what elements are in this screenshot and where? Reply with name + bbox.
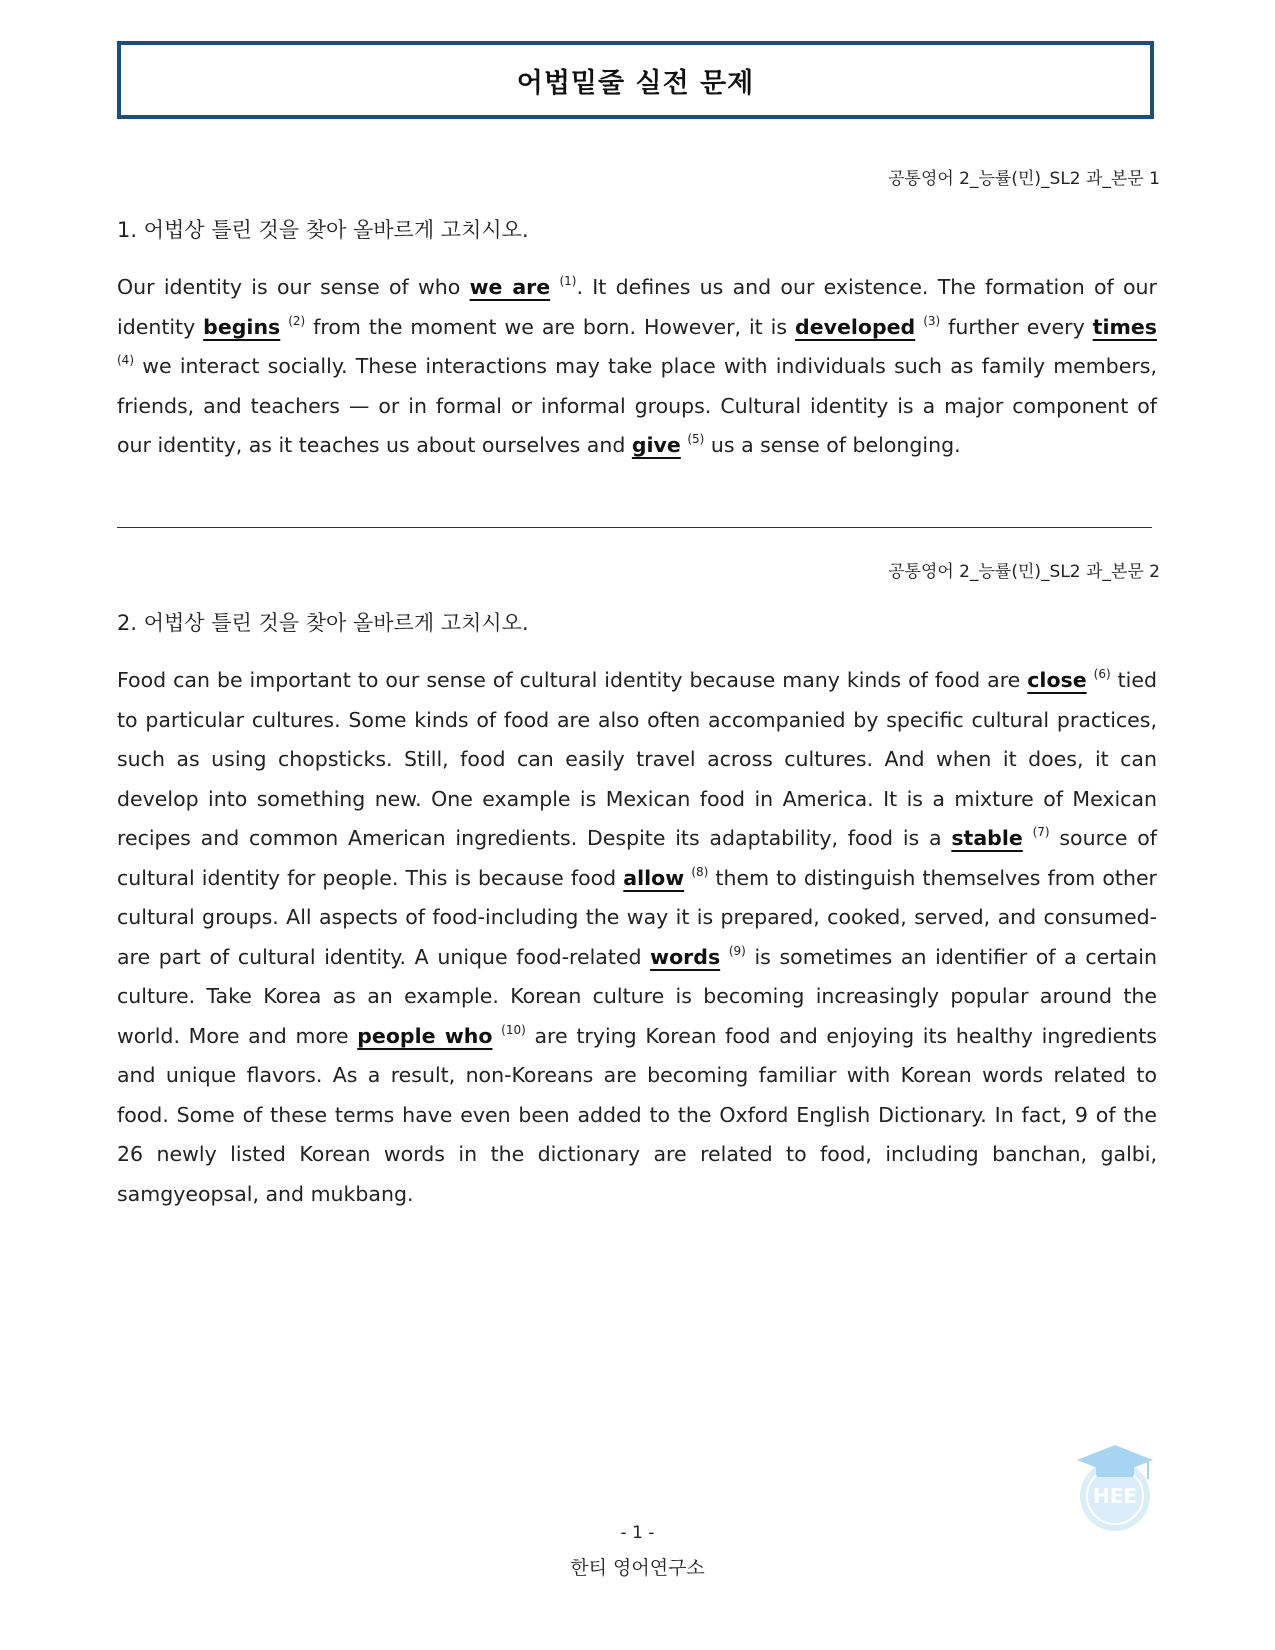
passage-text: them to distinguish themselves from other cultural groups. All aspects of food-including the way it is prepared, cooked, served, and consumed-are part of cultural identity. A unique food-related: [117, 865, 1157, 969]
passage-text: us a sense of belonging.: [704, 433, 961, 457]
passage-text: are trying Korean food and enjoying its healthy ingredients and unique flavors. As a result, non-Koreans are becoming familiar with Korean words related to food. Some of these terms have even been added to the Oxford English Dictionary. In fact, 9 of the 26 newly listed Korean words in the dictionary are related to food, including banchan, galbi, samgyeopsal, and mukbang.: [117, 1023, 1157, 1206]
page-title: 어법밑줄 실전 문제: [516, 67, 755, 99]
passage-text: Our identity is our sense of who: [117, 275, 470, 299]
item-number-1: (1): [559, 274, 577, 288]
item-number-10: (10): [501, 1022, 526, 1037]
underlined-item-9: words: [650, 944, 721, 969]
passage-text: tied to particular cultures. Some kinds of food are also often accompanied by specific cultural practices, such as using chopsticks. Still, food can easily travel across cultures. And when it does, it can develop into something new. One example is Mexican food in America. It is a mixture of Mexican recipes and common American ingredients. Despite its adaptability, food is a: [117, 668, 1157, 850]
item-number-7: (7): [1032, 825, 1050, 839]
underlined-item-1: we are: [469, 275, 551, 299]
underlined-item-5: give: [631, 433, 681, 457]
source-label-2: 공통영어 2_능률(민)_SL2 과_본문 2: [888, 562, 1160, 582]
passage-text: we interact socially. These interactions may take place with individuals such as family members, friends, and teachers — or in formal or informal groups. Cultural identity is a major component of our identity, as it teaches us about ourselves and: [117, 354, 1157, 457]
underlined-item-8: allow: [623, 865, 685, 890]
item-number-9: (9): [728, 943, 746, 958]
answer-line: [117, 527, 1152, 528]
item-number-3: (3): [923, 313, 941, 328]
item-number-5: (5): [687, 432, 705, 446]
underlined-item-2: begins: [203, 314, 281, 339]
passage-2: [117, 661, 1157, 1214]
passage-text: Food can be important to our sense of cultural identity because many kinds of food are: [117, 668, 1028, 692]
passage-text: from the moment we are born. However, it is: [305, 314, 796, 339]
item-number-4: (4): [117, 353, 134, 367]
item-number-8: (8): [691, 864, 709, 879]
underlined-item-7: stable: [951, 826, 1023, 850]
question-2-instruction: 2. 어법상 틀린 것을 찾아 올바르게 고치시오.: [117, 611, 529, 635]
title-box: [117, 41, 1154, 119]
passage-text: . It defines us and our existence. The formation of our identity: [117, 275, 1157, 339]
source-label-1: 공통영어 2_능률(민)_SL2 과_본문 1: [888, 169, 1160, 189]
underlined-item-6: close: [1027, 668, 1087, 692]
underlined-item-3: developed: [795, 314, 916, 339]
underlined-item-10: people who: [357, 1023, 493, 1048]
logo-text: HEE: [1092, 1484, 1138, 1508]
passage-text: further every: [940, 314, 1093, 339]
item-number-2: (2): [288, 313, 306, 328]
item-number-6: (6): [1093, 667, 1111, 681]
hee-logo: [1072, 1443, 1158, 1533]
passage-text: source of cultural identity for people. This is because food: [117, 826, 1157, 890]
footer-org: 한티 영어연구소: [570, 1557, 705, 1579]
underlined-item-4: times: [1092, 314, 1157, 339]
passage-1: [117, 268, 1157, 466]
page-number: - 1 -: [620, 1523, 655, 1543]
passage-text: is sometimes an identifier of a certain culture. Take Korea as an example. Korean culture is becoming increasingly popular around the world. More and more: [117, 944, 1157, 1048]
question-1-instruction: 1. 어법상 틀린 것을 찾아 올바르게 고치시오.: [117, 218, 529, 242]
